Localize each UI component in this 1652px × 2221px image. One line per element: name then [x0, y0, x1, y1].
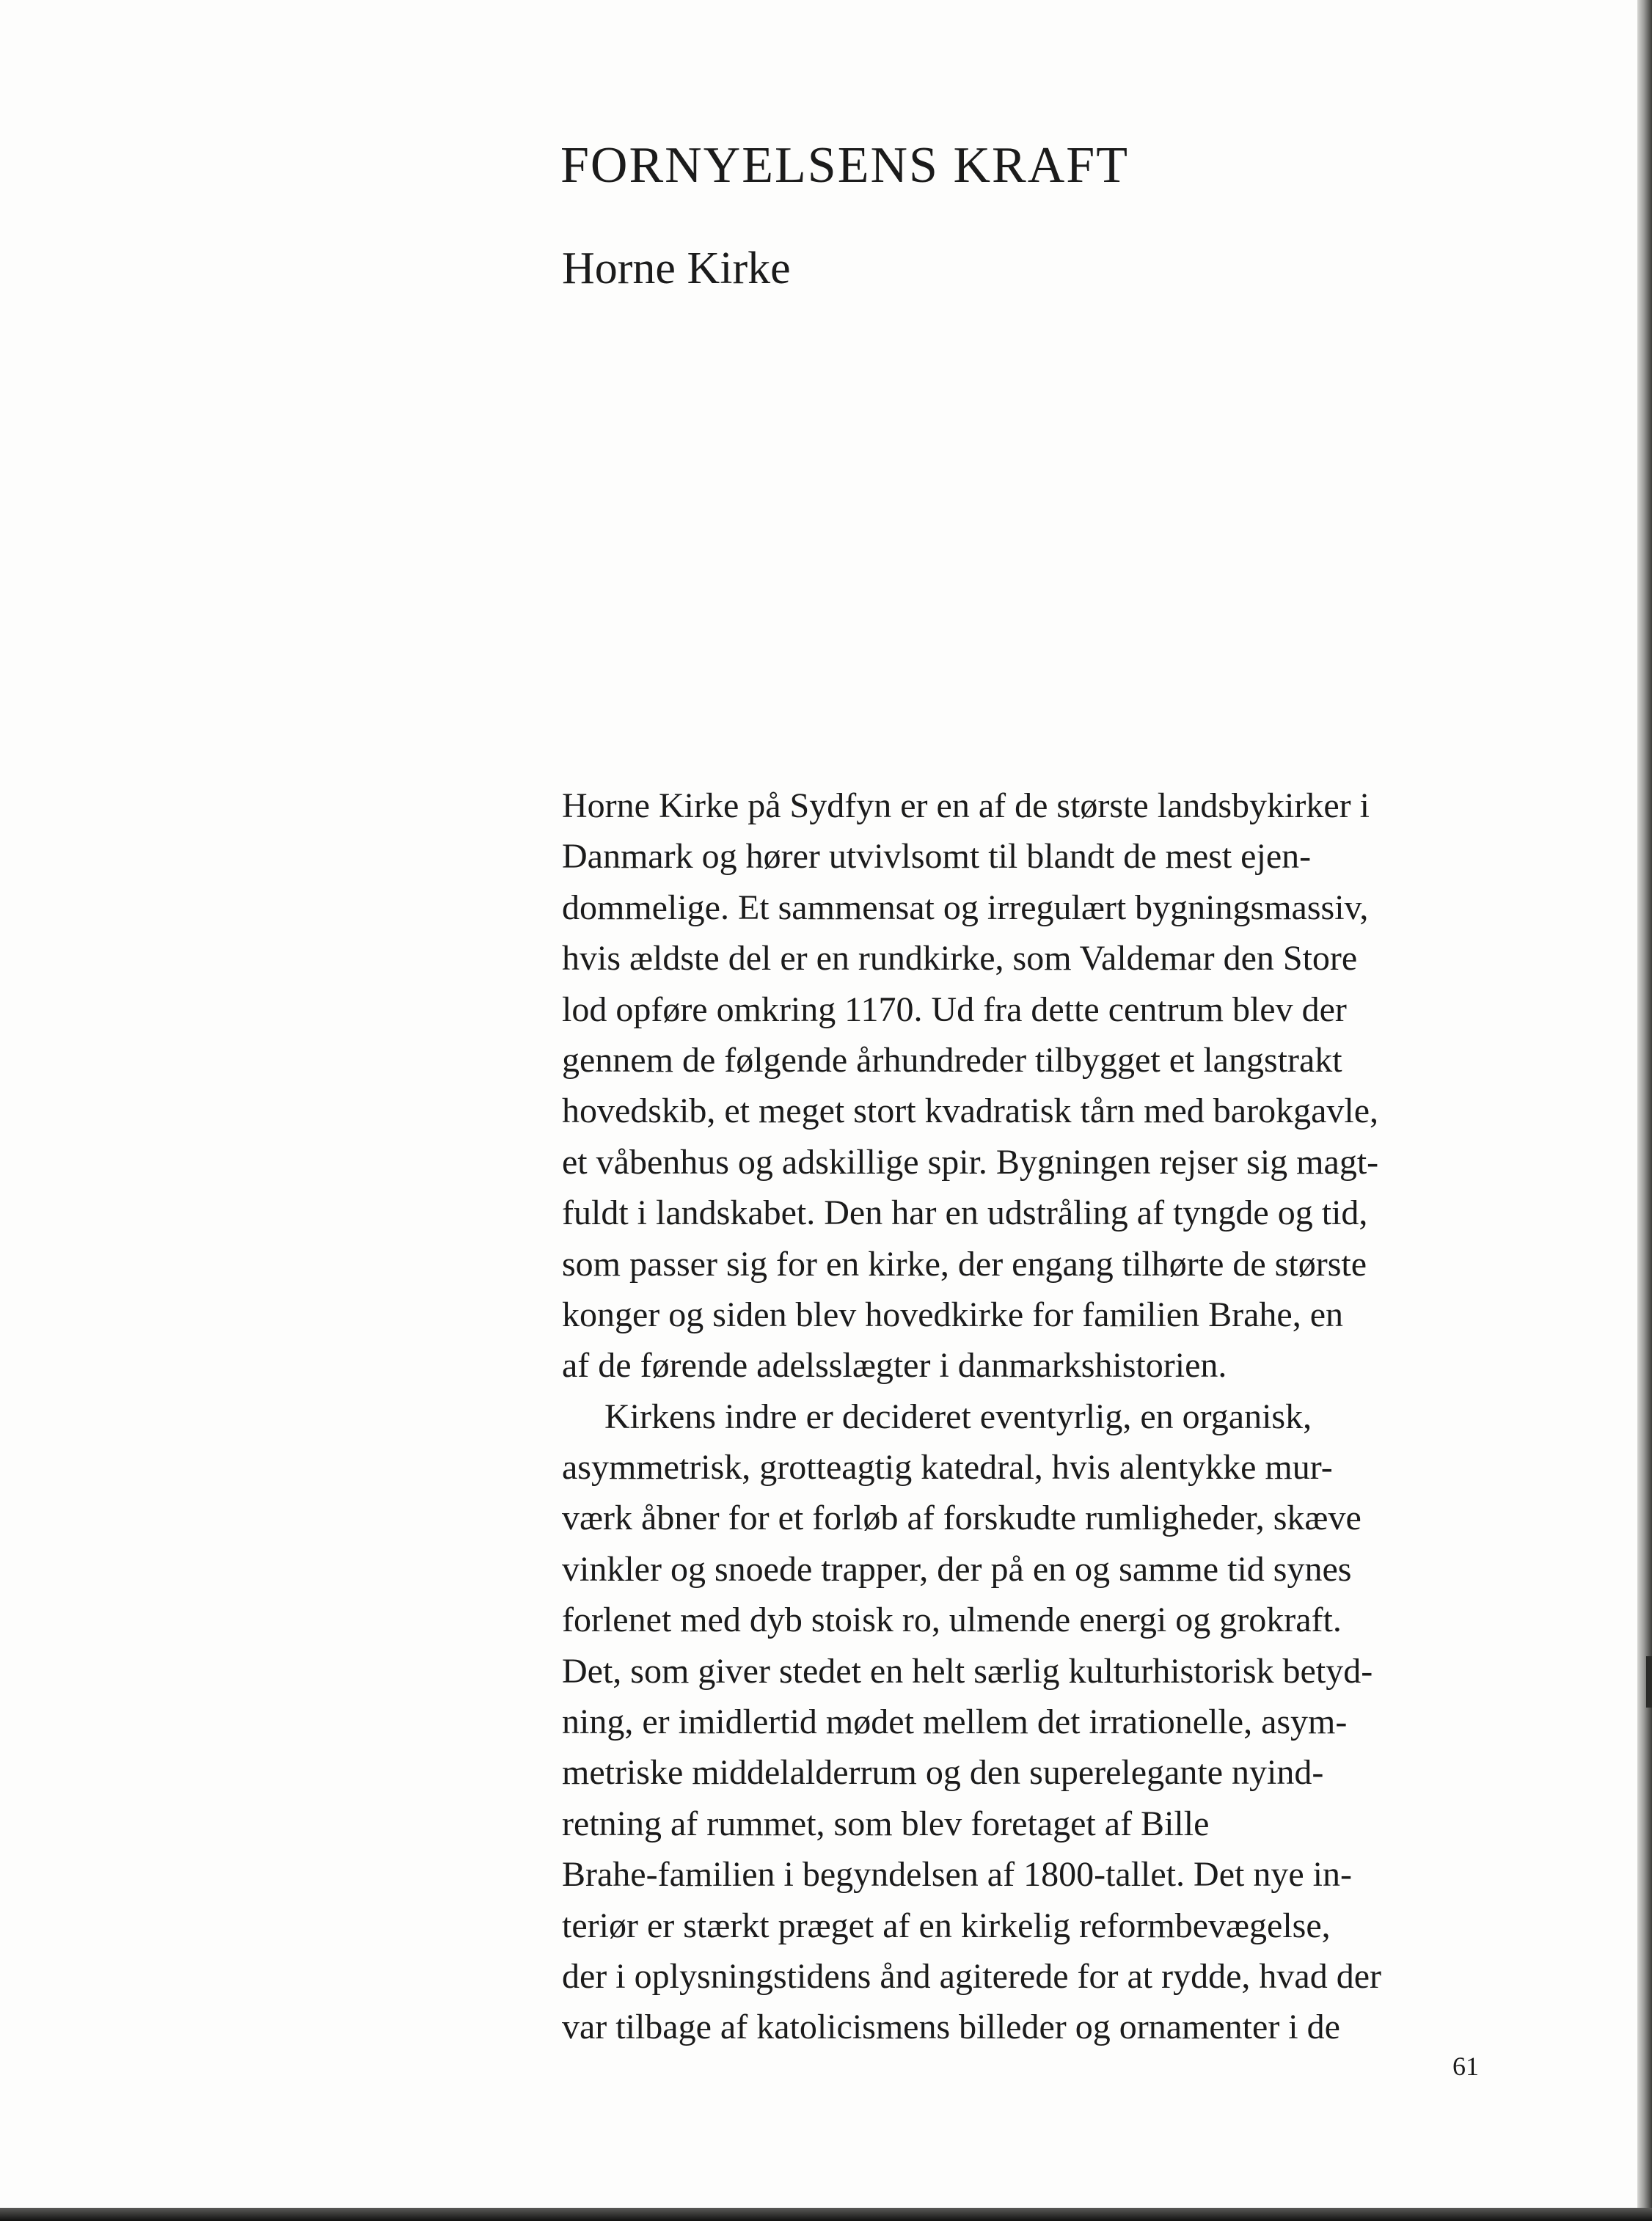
text-line: Danmark og hører utvivlsomt til blandt de mest ejen-	[562, 837, 1312, 877]
text-line: lod opføre omkring 1170. Ud fra dette centrum blev der	[562, 989, 1347, 1029]
chapter-title: FORNYELSENS KRAFT	[560, 137, 1129, 194]
chapter-subtitle: Horne Kirke	[562, 244, 791, 293]
text-line: som passer sig for en kirke, der engang tilhørte de største	[562, 1244, 1367, 1284]
text-line: gennem de følgende århundreder tilbygget et langstrakt	[562, 1040, 1342, 1080]
text-line: værk åbner for et forløb af forskudte rumligheder, skæve	[562, 1499, 1362, 1538]
text-line: hovedskib, et meget stort kvadratisk tårn med barokgavle,	[562, 1091, 1379, 1131]
text-line: Det, som giver stedet en helt særlig kulturhistorisk betyd-	[562, 1651, 1373, 1691]
text-line: teriør er stærkt præget af en kirkelig reformbevægelse,	[562, 1906, 1331, 1945]
body-text	[562, 780, 1508, 2053]
text-line: retning af rummet, som blev foretaget af Bille	[562, 1804, 1210, 1843]
text-line: fuldt i landskabet. Den har en udstråling af tyngde og tid,	[562, 1193, 1368, 1233]
text-line: af de førende adelsslægter i danmarkshistorien.	[562, 1346, 1227, 1386]
text-line: Horne Kirke på Sydfyn er en af de største landsbykirker i	[562, 786, 1370, 825]
text-line: forlenet med dyb stoisk ro, ulmende energi og grokraft.	[562, 1600, 1342, 1640]
text-line: der i oplysningstidens ånd agiterede for at rydde, hvad der	[562, 1956, 1381, 1996]
text-line: hvis ældste del er en rundkirke, som Valdemar den Store	[562, 939, 1358, 978]
text-line: ning, er imidlertid mødet mellem det irrationelle, asym-	[562, 1702, 1348, 1742]
text-line: vinkler og snoede trapper, der på en og samme tid synes	[562, 1549, 1352, 1589]
bottom-edge-shadow	[0, 2208, 1652, 2221]
text-line: var tilbage af katolicismens billeder og ornamenter i de	[562, 2008, 1340, 2047]
text-line: dommelige. Et sammensat og irregulært bygningsmassiv,	[562, 888, 1369, 927]
paragraph-start-line: Kirkens indre er decideret eventyrlig, en organisk,	[604, 1397, 1312, 1436]
page-edge-mark	[1646, 1656, 1652, 1708]
page-number: 61	[1452, 2052, 1479, 2081]
text-line: metriske middelalderrum og den superelegante nyind-	[562, 1753, 1324, 1793]
text-line: et våbenhus og adskillige spir. Bygningen rejser sig magt-	[562, 1142, 1379, 1182]
page-edge-shadow	[1637, 0, 1652, 2221]
text-line: Brahe-familien i begyndelsen af 1800-tallet. Det nye in-	[562, 1855, 1352, 1895]
text-line: asymmetrisk, grotteagtig katedral, hvis alentykke mur-	[562, 1448, 1333, 1488]
text-line: konger og siden blev hovedkirke for familien Brahe, en	[562, 1295, 1343, 1334]
